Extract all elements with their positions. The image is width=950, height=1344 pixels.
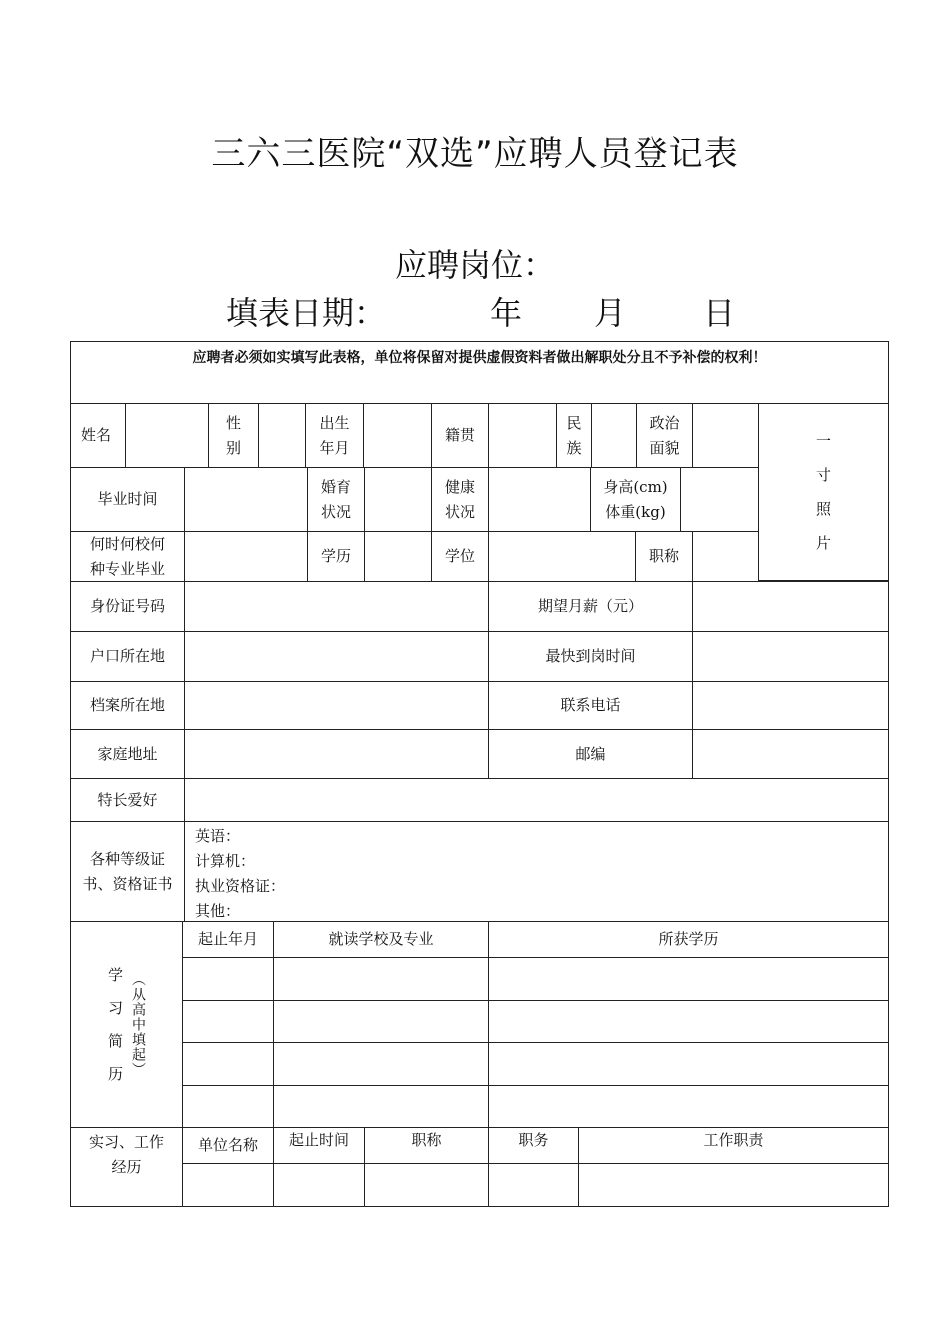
postcode-field[interactable] bbox=[692, 729, 889, 779]
cert-other: 其他： bbox=[195, 902, 241, 920]
height-weight-label: 身高(cm) 体重(kg) bbox=[590, 467, 681, 532]
degree-label: 学位 bbox=[431, 531, 489, 582]
birth-label: 出生 年月 bbox=[305, 403, 364, 468]
hobbies-label: 特长爱好 bbox=[70, 778, 185, 822]
study-row-3-degree[interactable] bbox=[488, 1042, 889, 1086]
salary-label: 期望月薪（元） bbox=[488, 581, 693, 632]
study-header-school: 就读学校及专业 bbox=[273, 921, 489, 958]
study-row-4-school[interactable] bbox=[273, 1085, 489, 1128]
phone-label: 联系电话 bbox=[488, 681, 693, 730]
date-label: 填表日期： bbox=[226, 294, 387, 332]
address-field[interactable] bbox=[184, 729, 489, 779]
salary-field[interactable] bbox=[692, 581, 889, 632]
year-label: 年 bbox=[490, 294, 523, 332]
work-row-1-period[interactable] bbox=[273, 1163, 365, 1207]
work-row-1-duties[interactable] bbox=[578, 1163, 889, 1207]
study-note: （从高中填起） bbox=[130, 972, 146, 1077]
ethnicity-label: 民 族 bbox=[556, 403, 592, 468]
cert-computer: 计算机： bbox=[195, 852, 256, 870]
study-row-2-school[interactable] bbox=[273, 1000, 489, 1043]
archive-field[interactable] bbox=[184, 681, 489, 730]
registration-form bbox=[70, 341, 889, 1207]
grad-school-field[interactable] bbox=[184, 531, 308, 582]
hukou-label: 户口所在地 bbox=[70, 631, 185, 682]
political-field[interactable] bbox=[692, 403, 759, 468]
month-label: 月 bbox=[594, 294, 627, 332]
id-number-label: 身份证号码 bbox=[70, 581, 185, 632]
cert-english: 英语： bbox=[195, 827, 241, 845]
work-header-period: 起止时间 bbox=[273, 1127, 365, 1164]
native-place-label: 籍贯 bbox=[431, 403, 489, 468]
education-label: 学历 bbox=[307, 531, 365, 582]
study-header-period: 起止年月 bbox=[182, 921, 274, 958]
height-weight-field[interactable] bbox=[680, 467, 759, 532]
work-row-1-title[interactable] bbox=[364, 1163, 489, 1207]
study-header-degree: 所获学历 bbox=[488, 921, 889, 958]
arrival-label: 最快到岗时间 bbox=[488, 631, 693, 682]
certs-field[interactable] bbox=[184, 821, 889, 922]
name-field[interactable] bbox=[125, 403, 209, 468]
arrival-field[interactable] bbox=[692, 631, 889, 682]
photo-box[interactable]: 一 寸 照 片 bbox=[758, 403, 889, 581]
cert-license: 执业资格证： bbox=[195, 877, 286, 895]
study-row-3-period[interactable] bbox=[182, 1042, 274, 1086]
work-row-1-employer[interactable] bbox=[182, 1163, 274, 1207]
hukou-field[interactable] bbox=[184, 631, 489, 682]
id-number-field[interactable] bbox=[184, 581, 489, 632]
study-row-4-period[interactable] bbox=[182, 1085, 274, 1128]
archive-label: 档案所在地 bbox=[70, 681, 185, 730]
work-header-employer: 单位名称 bbox=[182, 1127, 274, 1164]
study-row-4-degree[interactable] bbox=[488, 1085, 889, 1128]
grad-school-label: 何时何校何 种专业毕业 bbox=[70, 531, 185, 582]
work-header-position: 职务 bbox=[488, 1127, 579, 1164]
hobbies-field[interactable] bbox=[184, 778, 889, 822]
work-header-duties: 工作职责 bbox=[578, 1127, 889, 1164]
grad-time-label: 毕业时间 bbox=[70, 467, 185, 532]
political-label: 政治 面貌 bbox=[636, 403, 693, 468]
certs-label: 各种等级证 书、资格证书 bbox=[70, 821, 185, 922]
gender-field[interactable] bbox=[258, 403, 306, 468]
postcode-label: 邮编 bbox=[488, 729, 693, 779]
study-row-1-degree[interactable] bbox=[488, 957, 889, 1001]
birth-field[interactable] bbox=[363, 403, 432, 468]
study-row-2-degree[interactable] bbox=[488, 1000, 889, 1043]
health-field[interactable] bbox=[488, 467, 591, 532]
study-history-label bbox=[70, 921, 183, 1128]
study-label-text: 学 习 简 历 bbox=[107, 965, 123, 1083]
degree-field[interactable] bbox=[488, 531, 636, 582]
grad-time-field[interactable] bbox=[184, 467, 308, 532]
work-history-label: 实习、工作 经历 bbox=[70, 1127, 183, 1207]
day-label: 日 bbox=[703, 294, 736, 332]
phone-field[interactable] bbox=[692, 681, 889, 730]
study-row-2-period[interactable] bbox=[182, 1000, 274, 1043]
form-title: 三六三医院“双选”应聘人员登记表 bbox=[211, 134, 739, 174]
study-row-1-school[interactable] bbox=[273, 957, 489, 1001]
study-row-1-period[interactable] bbox=[182, 957, 274, 1001]
marital-field[interactable] bbox=[364, 467, 432, 532]
native-place-field[interactable] bbox=[488, 403, 557, 468]
ethnicity-field[interactable] bbox=[591, 403, 637, 468]
health-label: 健康 状况 bbox=[431, 467, 489, 532]
work-header-title: 职称 bbox=[364, 1127, 489, 1164]
study-row-3-school[interactable] bbox=[273, 1042, 489, 1086]
marital-label: 婚育 状况 bbox=[307, 467, 365, 532]
notice: 应聘者必须如实填写此表格，单位将保留对提供虚假资料者做出解职处分且不予补偿的权利！ bbox=[70, 341, 889, 404]
name-label: 姓名 bbox=[70, 403, 126, 468]
title-rank-label: 职称 bbox=[635, 531, 693, 582]
education-field[interactable] bbox=[364, 531, 432, 582]
address-label: 家庭地址 bbox=[70, 729, 185, 779]
work-row-1-position[interactable] bbox=[488, 1163, 579, 1207]
title-rank-field[interactable] bbox=[692, 531, 759, 582]
gender-label: 性 别 bbox=[208, 403, 259, 468]
position-label: 应聘岗位： bbox=[394, 246, 555, 284]
